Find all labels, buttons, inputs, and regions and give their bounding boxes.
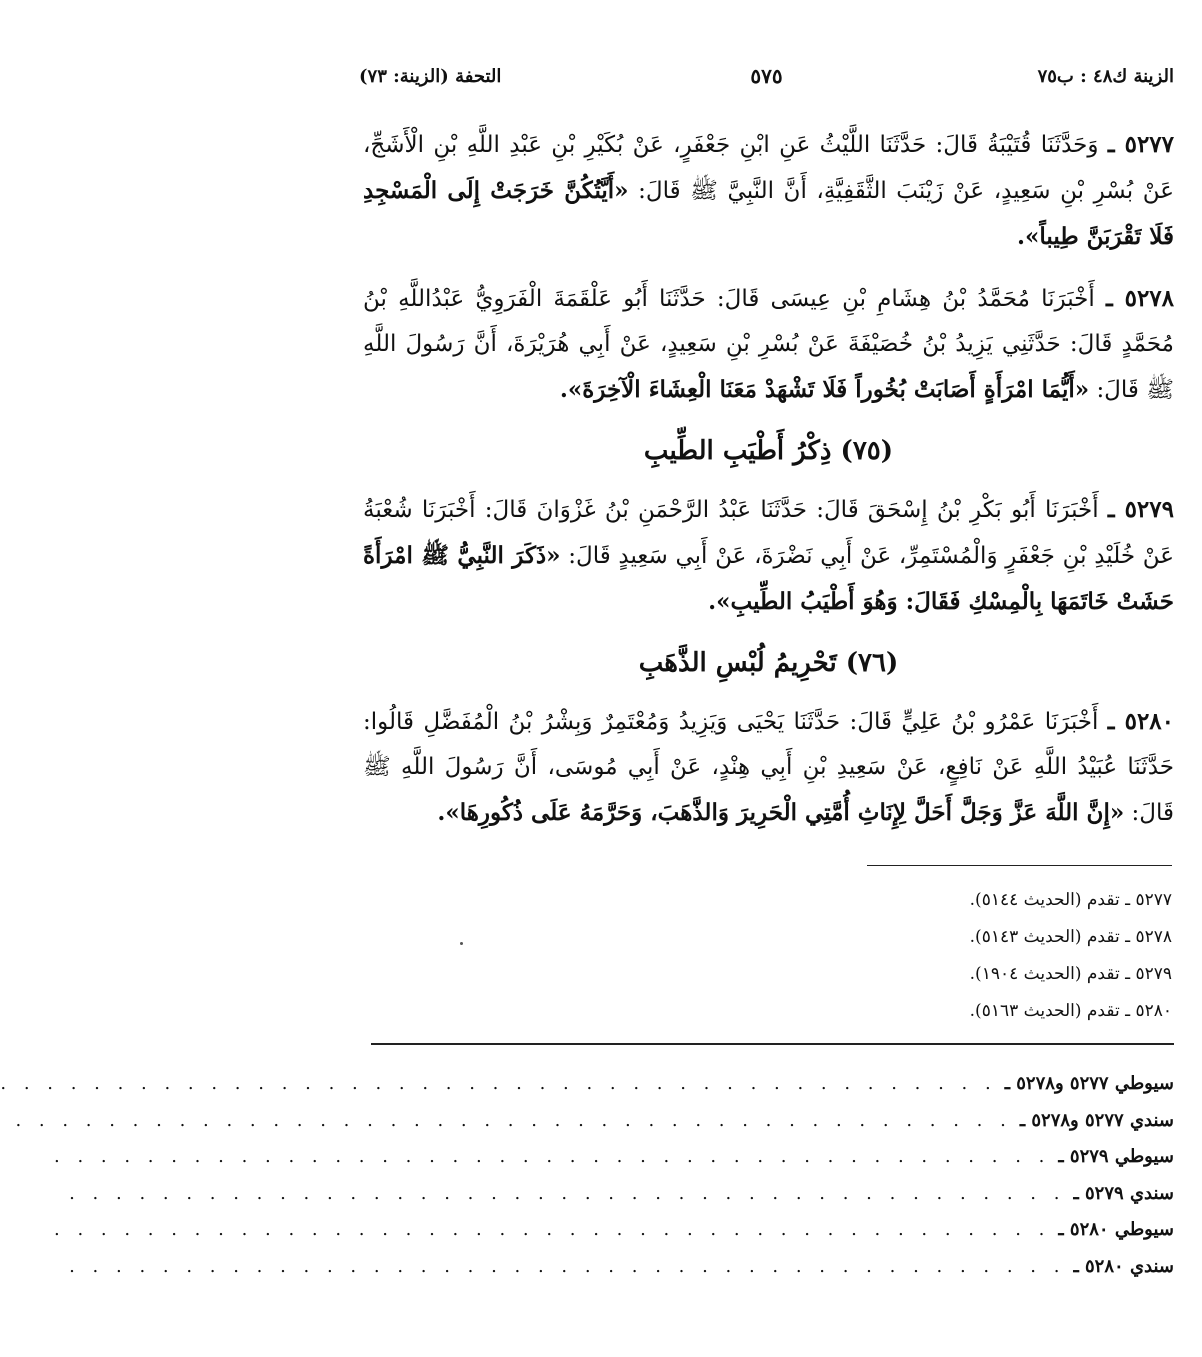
hadith-number: ٥٢٧٨ ـ bbox=[1105, 285, 1175, 312]
hadith-matn: «أَيُّمَا امْرَأَةٍ أَصَابَتْ بُخُوراً فَلَا تَشْهَدْ مَعَنَا الْعِشَاءَ الْآخِرَةَ». bbox=[559, 376, 1090, 403]
header-tuhfa-ref: التحفة (الزينة: ٧٣) bbox=[359, 65, 502, 87]
dotted-leader: . . . . . . . . . . . . . . . . . . . . . . . . . . . . . . . . . . . . . . . . . . . bbox=[0, 1073, 997, 1094]
commentary-label: سندي ٥٢٧٧ و٥٢٧٨ ـ bbox=[1019, 1109, 1174, 1131]
hadith-matn: «أَيَّتُكُنَّ خَرَجَتْ إِلَى الْمَسْجِدِ فَلَا تَقْرَبَنَّ طِيباً». bbox=[363, 177, 1174, 250]
hadith-chain: أَخْبَرَنَا عَمْرُو بْنُ عَلِيٍّ قَالَ: حَدَّثَنَا يَحْيَى وَيَزِيدُ وَمُعْتَمِرٌ وَبِشْرُ بْنُ الْمُفَضَّلِ قَالُوا: حَدَّثَنَا عُبَيْدُ اللَّهِ عَنْ نَافِعٍ، عَنْ سَعِيدِ بْنِ أَبِي هِنْدٍ، عَنْ أَبِي مُوسَى، أَنَّ رَسُولَ اللَّهِ ﷺ قَالَ: bbox=[363, 709, 1174, 826]
commentary-list bbox=[0, 1066, 1174, 1285]
dotted-leader: . . . . . . . . . . . . . . . . . . . . . . . . . . . . . . . . . . . . . . . . . . . bbox=[54, 1146, 1051, 1167]
header-book-ref: الزينة ك٤٨ : ب٧٥ bbox=[1037, 65, 1174, 87]
scan-speck bbox=[460, 942, 463, 945]
commentary-label: سندي ٥٢٨٠ ـ bbox=[1073, 1255, 1174, 1277]
hadith-number: ٥٢٧٧ ـ bbox=[1107, 131, 1175, 158]
main-text bbox=[363, 122, 1174, 852]
page-number: ٥٧٥ bbox=[750, 64, 783, 88]
commentary-row bbox=[0, 1066, 1174, 1103]
footnotes bbox=[772, 882, 1172, 1030]
hadith-chain: أَخْبَرَنَا أَبُو بَكْرِ بْنُ إِسْحَقَ قَالَ: حَدَّثَنَا عَبْدُ الرَّحْمَنِ بْنُ غَزْوَانَ قَالَ: أَخْبَرَنَا شُعْبَةُ عَنْ خُلَيْدِ بْنِ جَعْفَرٍ وَالْمُسْتَمِرِّ، عَنْ أَبِي نَضْرَةَ، عَنْ أَبِي سَعِيدٍ قَالَ: bbox=[363, 497, 1174, 569]
hadith-5280 bbox=[363, 699, 1174, 836]
footnote-item: ٥٢٨٠ ـ تقدم (الحديث ٥١٦٣). bbox=[969, 1001, 1172, 1021]
running-header bbox=[359, 58, 1174, 94]
hadith-matn: «إِنَّ اللَّهَ عَزَّ وَجَلَّ أَحَلَّ لِإِنَاثِ أُمَّتِي الْحَرِيرَ وَالذَّهَبَ، وَحَرَّمَهُ عَلَى ذُكُورِهَا». bbox=[437, 799, 1125, 826]
footnote-item: ٥٢٧٨ ـ تقدم (الحديث ٥١٤٣). bbox=[969, 927, 1172, 947]
footnote-item: ٥٢٧٩ ـ تقدم (الحديث ١٩٠٤). bbox=[969, 964, 1172, 984]
dotted-leader: . . . . . . . . . . . . . . . . . . . . . . . . . . . . . . . . . . . . . . . . . . . bbox=[15, 1109, 1012, 1131]
chapter-heading-75: (٧٥) ذِكْرُ أَطْيَبِ الطِّيبِ bbox=[643, 436, 894, 466]
commentary-divider bbox=[371, 1043, 1174, 1045]
hadith-5277 bbox=[363, 122, 1174, 260]
hadith-matn: «ذَكَرَ النَّبِيُّ ﷺ امْرَأَةً حَشَتْ خَاتَمَهَا بِالْمِسْكِ فَقَالَ: وَهُوَ أَطْيَبُ الطِّيبِ». bbox=[363, 542, 1174, 615]
dotted-leader: . . . . . . . . . . . . . . . . . . . . . . . . . . . . . . . . . . . . . . . . . . . bbox=[54, 1219, 1051, 1240]
commentary-label: سندي ٥٢٧٩ ـ bbox=[1073, 1182, 1174, 1204]
hadith-chain: أَخْبَرَنَا مُحَمَّدُ بْنُ هِشَامِ بْنِ عِيسَى قَالَ: حَدَّثَنَا أَبُو عَلْقَمَةَ الْفَرَوِيُّ عَبْدُاللَّهِ بْنُ مُحَمَّدٍ قَالَ: حَدَّثَنِي يَزِيدُ بْنُ خُصَيْفَةَ عَنْ بُسْرِ بْنِ سَعِيدٍ، عَنْ أَبِي هُرَيْرَةَ، أَنَّ رَسُولَ اللَّهِ ﷺ قَالَ: bbox=[363, 286, 1174, 403]
commentary-label: سيوطي ٥٢٧٧ و٥٢٧٨ ـ bbox=[1004, 1073, 1174, 1094]
hadith-5279 bbox=[363, 487, 1174, 625]
commentary-row bbox=[54, 1139, 1174, 1176]
hadith-number: ٥٢٧٩ ـ bbox=[1107, 496, 1174, 523]
hadith-number: ٥٢٨٠ ـ bbox=[1107, 708, 1175, 735]
hadith-5278 bbox=[363, 276, 1174, 413]
commentary-label: سيوطي ٥٢٧٩ ـ bbox=[1058, 1146, 1174, 1167]
hadith-chain: وَحَدَّثَنَا قُتَيْبَةُ قَالَ: حَدَّثَنَا اللَّيْثُ عَنِ ابْنِ جَعْفَرٍ، عَنْ بُكَيْرِ بْنِ عَبْدِ اللَّهِ بْنِ الْأَشَجِّ، عَنْ بُسْرِ بْنِ سَعِيدٍ، عَنْ زَيْنَبَ الثَّقَفِيَّةِ، أَنَّ النَّبِيَّ ﷺ قَالَ: bbox=[363, 132, 1174, 204]
dotted-leader: . . . . . . . . . . . . . . . . . . . . . . . . . . . . . . . . . . . . . . . . . . . bbox=[69, 1182, 1066, 1204]
commentary-label: سيوطي ٥٢٨٠ ـ bbox=[1058, 1219, 1174, 1240]
commentary-row bbox=[69, 1249, 1174, 1286]
footnote-item: ٥٢٧٧ ـ تقدم (الحديث ٥١٤٤). bbox=[969, 890, 1172, 910]
dotted-leader: . . . . . . . . . . . . . . . . . . . . . . . . . . . . . . . . . . . . . . . . . . . bbox=[69, 1255, 1066, 1277]
commentary-row bbox=[54, 1212, 1174, 1249]
commentary-row bbox=[15, 1103, 1174, 1140]
footnote-divider bbox=[867, 865, 1172, 866]
commentary-row bbox=[69, 1176, 1174, 1213]
chapter-heading-76: (٧٦) تَحْرِيمُ لُبْسِ الذَّهَبِ bbox=[638, 648, 899, 678]
